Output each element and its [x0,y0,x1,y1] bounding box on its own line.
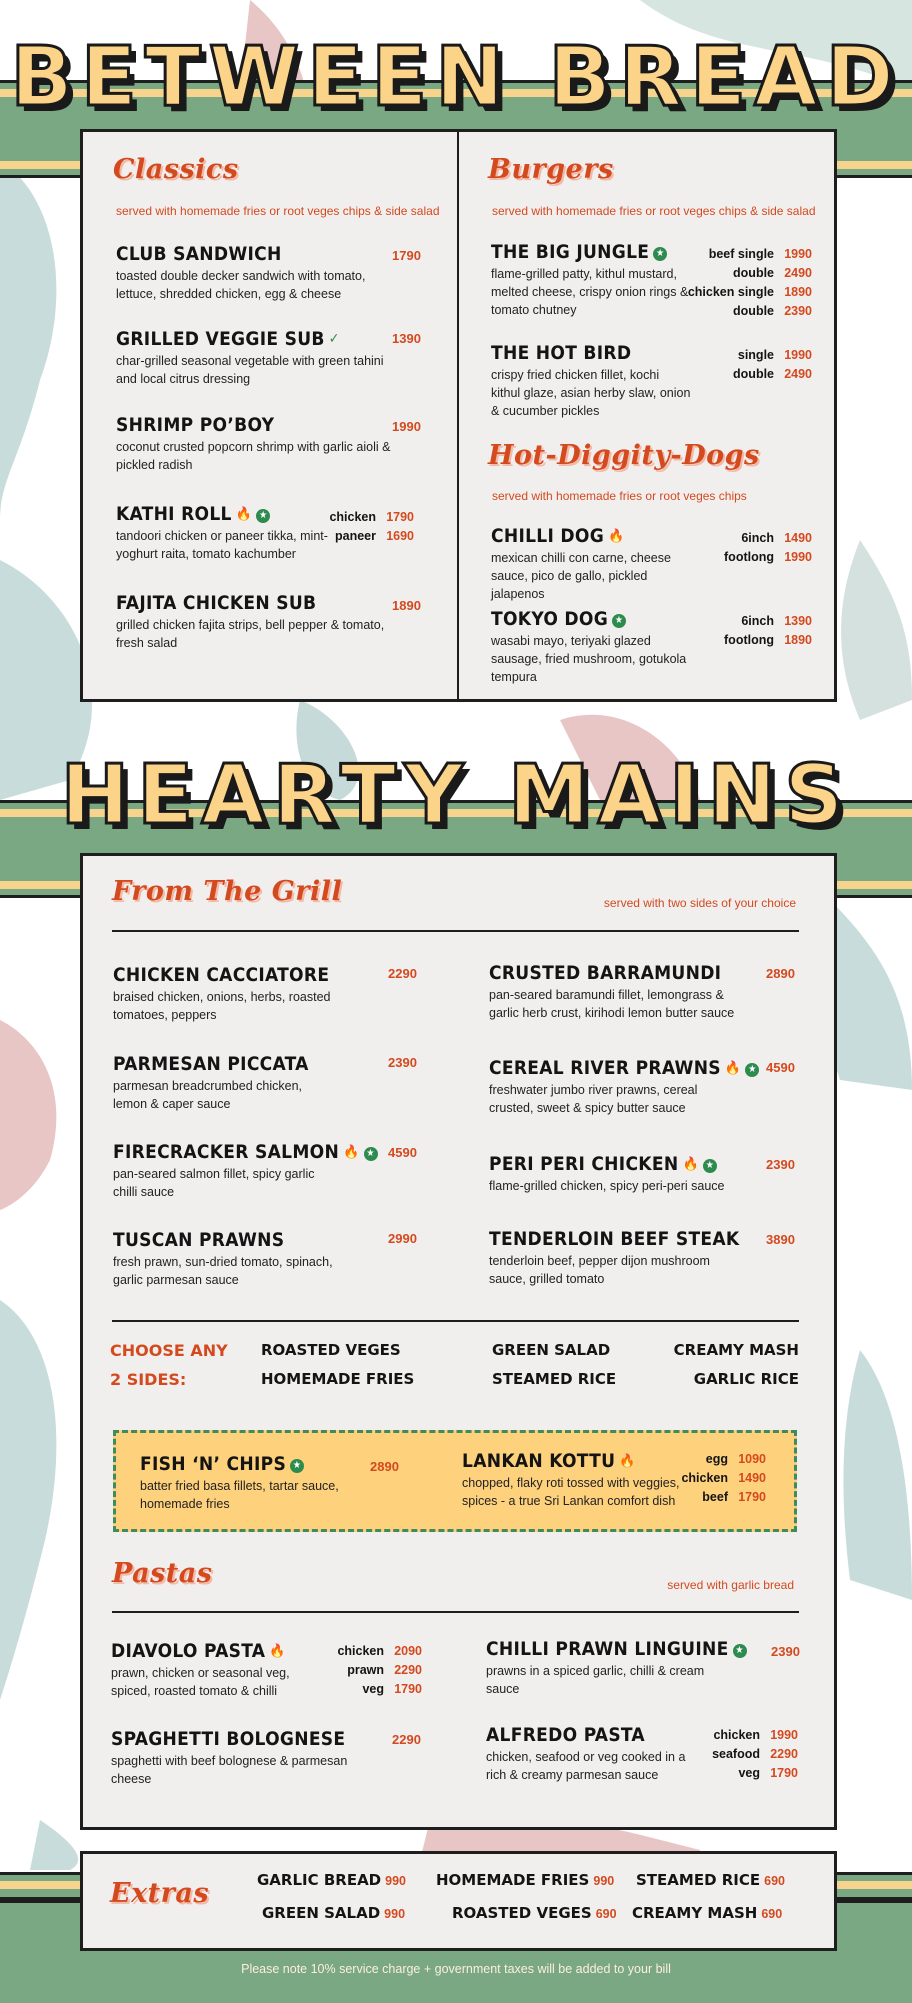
veg-leaf-icon: ✓ [328,331,340,347]
hot-bird-options: single 1990 double 2490 [733,348,812,381]
extra-garlic-bread: GARLIC BREAD 990 [257,1871,406,1889]
chili-icon: 🔥 [619,1454,636,1469]
extra-green-salad: GREEN SALAD 990 [262,1904,406,1922]
section-heading-hot-dogs: Hot-Diggity-Dogs [488,440,760,471]
chili-icon: 🔥 [235,507,253,522]
price-tenderloin-beef-steak: 3890 [766,1232,795,1247]
menu-item-chicken-cacciatore: CHICKEN CACCIATORE braised chicken, onions, herbs, roasted tomatoes, peppers [113,964,331,1022]
menu-item-fajita-chicken-sub: FAJITA CHICKEN SUB grilled chicken fajita strips, bell pepper & tomato, fresh salad [116,592,385,650]
side-garlic-rice: GARLIC RICE [693,1370,799,1388]
star-badge-icon: ★ [290,1459,304,1473]
price-spaghetti-bolognese: 2290 [392,1732,421,1747]
menu-item-chilli-prawn-linguine: CHILLI PRAWN LINGUINE ★ prawns in a spiced garlic, chilli & cream sauce [486,1638,726,1698]
section-heading-classics: Classics [113,154,239,185]
side-creamy-mash: CREAMY MASH [673,1341,799,1359]
extra-creamy-mash: CREAMY MASH 690 [632,1904,783,1922]
menu-item-tokyo-dog: TOKYO DOG ★ wasabi mayo, teriyaki glazed sausage, fried mushroom, gotukola tempura [491,608,687,684]
price-chilli-prawn-linguine: 2390 [771,1644,800,1659]
star-badge-icon: ★ [703,1159,717,1173]
dogs-note: served with homemade fries or root veges chips [492,489,747,503]
extra-steamed-rice: STEAMED RICE 690 [636,1871,785,1889]
extra-roasted-veges: ROASTED VEGES 690 [452,1904,617,1922]
price-crusted-barramundi: 2890 [766,966,795,981]
big-jungle-options: beef single 1990 double 2490 chicken single 1890 double 2390 [687,247,812,318]
price-cereal-river-prawns: 4590 [766,1060,795,1075]
menu-item-fish-n-chips: FISH ‘N’ CHIPS ★ batter fried basa fillets, tartar sauce, homemade fries [140,1453,339,1511]
section-heading-extras: Extras [110,1878,210,1909]
menu-item-kathi-roll: KATHI ROLL 🔥 ★ tandoori chicken or paneer tikka, mint-yoghurt raita, tomato kachumber [116,503,328,561]
star-badge-icon: ★ [612,614,626,628]
side-homemade-fries: HOMEMADE FRIES [261,1370,415,1388]
menu-item-diavolo-pasta: DIAVOLO PASTA 🔥 prawn, chicken or seasonal veg, spiced, roasted tomato & chilli [111,1640,290,1698]
menu-item-tenderloin-beef-steak: TENDERLOIN BEEF STEAK tenderloin beef, pepper dijon mushroom sauce, grilled tomato [489,1228,740,1286]
price-tuscan-prawns: 2990 [388,1231,417,1246]
star-badge-icon: ★ [653,247,667,261]
menu-item-the-big-jungle: THE BIG JUNGLE ★ flame-grilled patty, kithul mustard, melted cheese, crispy onion rings & tomato chutney [491,241,689,317]
sandwich-burger-panel [80,129,837,702]
service-charge-note: Please note 10% service charge + government taxes will be added to your bill [241,1962,671,1976]
section-heading-grill: From The Grill [112,876,343,907]
classics-note: served with homemade fries or root veges chips & side salad [116,204,440,218]
price-grilled-veggie-sub: 1390 [392,331,421,346]
grill-note: served with two sides of your choice [603,896,796,910]
star-badge-icon: ★ [745,1063,759,1077]
star-badge-icon: ★ [256,509,270,523]
side-roasted-veges: ROASTED VEGES [261,1341,401,1359]
chili-icon: 🔥 [724,1061,742,1076]
chilli-dog-options: 6inch 1490 footlong 1990 [724,531,812,564]
menu-item-lankan-kottu: LANKAN KOTTU 🔥 chopped, flaky roti tossed with veggies, spices - a true Sri Lankan comfort dish [462,1450,680,1508]
section-heading-pastas: Pastas [112,1558,213,1589]
menu-item-chilli-dog: CHILLI DOG 🔥 mexican chilli con carne, cheese sauce, pico de gallo, pickled jalapenos [491,525,671,601]
panel-divider [457,132,459,699]
price-club-sandwich: 1790 [392,248,421,263]
star-badge-icon: ★ [733,1644,747,1658]
menu-item-parmesan-piccata: PARMESAN PICCATA parmesan breadcrumbed chicken, lemon & caper sauce [113,1053,309,1111]
side-steamed-rice: STEAMED RICE [492,1370,617,1388]
divider-pastas [112,1611,799,1613]
star-badge-icon: ★ [364,1147,378,1161]
mains-panel [80,853,837,1830]
pastas-note: served with garlic bread [667,1578,794,1592]
menu-item-crusted-barramundi: CRUSTED BARRAMUNDI pan-seared baramundi fillet, lemongrass & garlic herb crust, kirihodi lemon butter sauce [489,962,735,1020]
burgers-note: served with homemade fries or root veges chips & side salad [492,204,816,218]
lankan-kottu-options: egg 1090 chicken 1490 beef 1790 [681,1452,766,1504]
side-green-salad: GREEN SALAD [492,1341,611,1359]
menu-item-tuscan-prawns: TUSCAN PRAWNS fresh prawn, sun-dried tomato, spinach, garlic parmesan sauce [113,1229,333,1287]
price-chicken-cacciatore: 2290 [388,966,417,981]
menu-item-cereal-river-prawns: CEREAL RIVER PRAWNS 🔥 ★ freshwater jumbo river prawns, cereal crusted, sweet & spicy butter sauce [489,1057,729,1117]
menu-item-alfredo-pasta: ALFREDO PASTA chicken, seafood or veg cooked in a rich & creamy parmesan sauce [486,1724,686,1782]
price-peri-peri-chicken: 2390 [766,1157,795,1172]
alfredo-pasta-options: chicken 1990 seafood 2290 veg 1790 [712,1728,798,1780]
diavolo-pasta-options: chicken 2090 prawn 2290 veg 1790 [337,1644,422,1696]
menu-item-grilled-veggie-sub: GRILLED VEGGIE SUB ✓ char-grilled seasonal vegetable with green tahini and local citrus dressing [116,328,384,386]
menu-item-the-hot-bird: THE HOT BIRD crispy fried chicken fillet, kochi kithul glaze, asian herby slaw, onion & cucumber pickles [491,342,691,418]
chili-icon: 🔥 [608,529,625,544]
price-firecracker-salmon: 4590 [388,1145,417,1160]
menu-item-spaghetti-bolognese: SPAGHETTI BOLOGNESE spaghetti with beef bolognese & parmesan cheese [111,1728,348,1786]
menu-item-firecracker-salmon: FIRECRACKER SALMON 🔥 ★ pan-seared salmon fillet, spicy garlic chilli sauce [113,1141,333,1201]
chili-icon: 🔥 [343,1145,360,1160]
chili-icon: 🔥 [269,1644,286,1659]
divider-grill-top [112,930,799,932]
chili-icon: 🔥 [682,1157,699,1172]
page-title-between-bread: BETWEEN BREAD [10,30,902,125]
price-shrimp-poboy: 1990 [392,419,421,434]
divider-grill-bottom [112,1320,799,1322]
kathi-roll-options: chicken 1790 paneer 1690 [329,510,414,543]
price-fajita-chicken-sub: 1890 [392,598,421,613]
price-fish-n-chips: 2890 [370,1459,399,1474]
tokyo-dog-options: 6inch 1390 footlong 1890 [724,614,812,647]
specials-box [113,1430,797,1532]
price-parmesan-piccata: 2390 [388,1055,417,1070]
menu-item-shrimp-poboy: SHRIMP PO’BOY coconut crusted popcorn shrimp with garlic aioli & pickled radish [116,414,391,472]
section-heading-burgers: Burgers [488,154,614,185]
page-title-hearty-mains: HEARTY MAINS [60,748,852,843]
menu-item-peri-peri-chicken: PERI PERI CHICKEN 🔥 ★ flame-grilled chicken, spicy peri-peri sauce [489,1153,725,1193]
choose-sides-label: CHOOSE ANY 2 SIDES: [110,1341,228,1389]
extras-panel [80,1851,837,1951]
menu-item-club-sandwich: CLUB SANDWICH toasted double decker sandwich with tomato, lettuce, shredded chicken, egg & cheese [116,243,366,301]
extra-homemade-fries: HOMEMADE FRIES 990 [436,1871,615,1889]
